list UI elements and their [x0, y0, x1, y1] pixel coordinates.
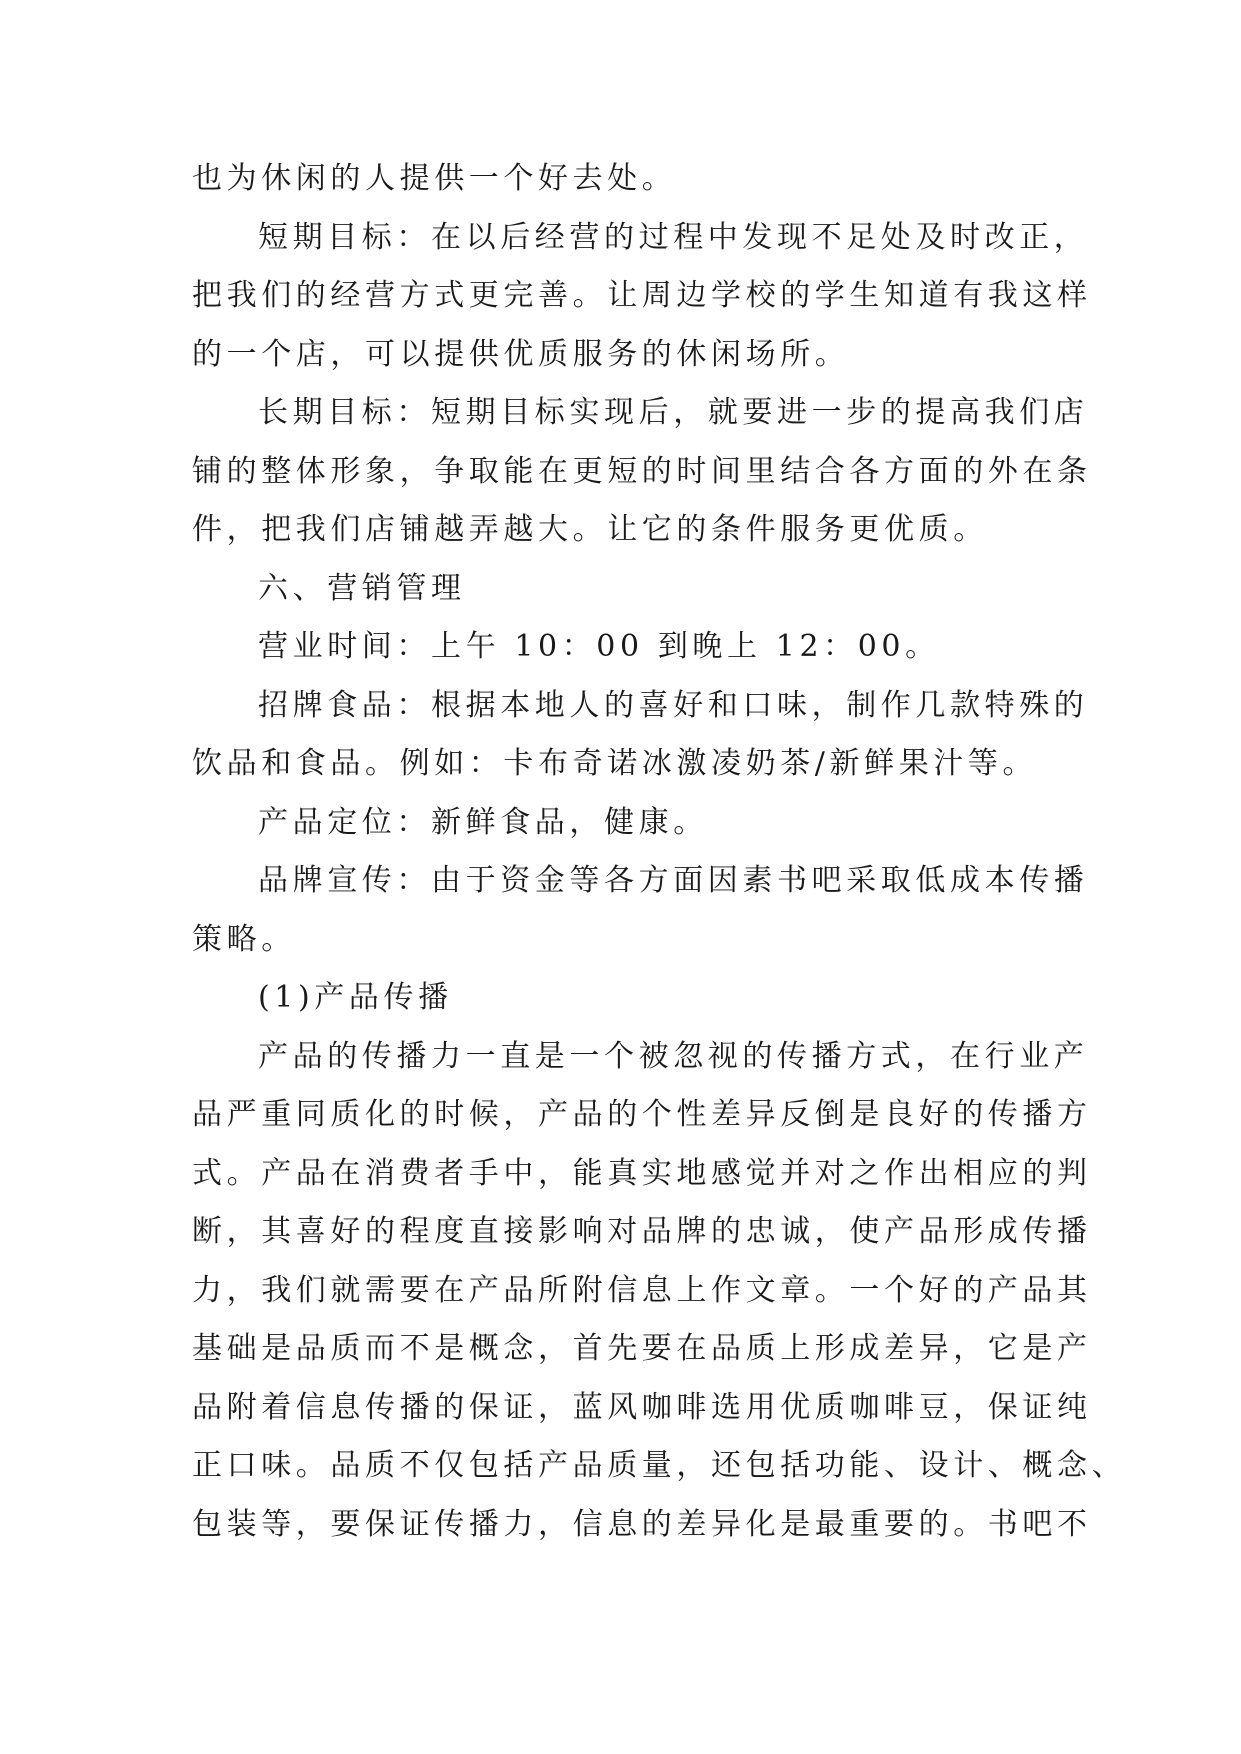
- text-line-19: 断，其喜好的程度直接影响对品牌的忠诚，使产品形成传播: [192, 1214, 1092, 1249]
- text-line-17: 品严重同质化的时候，产品的个性差异反倒是良好的传播方: [192, 1097, 1092, 1132]
- text-line-18: 式。产品在消费者手中，能真实地感觉并对之作出相应的判: [192, 1155, 1092, 1191]
- text-line-5: 长期目标：短期目标实现后，就要进一步的提高我们店: [258, 395, 1089, 430]
- text-line-16: 产品的传播力一直是一个被忽视的传播方式，在行业产: [258, 1038, 1089, 1074]
- text-line-24: 包装等，要保证传播力，信息的差异化是最重要的。书吧不: [192, 1506, 1092, 1542]
- text-line-20: 力，我们就需要在产品所附信息上作文章。一个好的产品其: [192, 1272, 1092, 1308]
- text-line-10: 招牌食品：根据本地人的喜好和口味，制作几款特殊的: [258, 687, 1089, 723]
- section-heading: 六、营销管理: [258, 570, 466, 606]
- document-page: [192, 150, 1127, 1554]
- subsection-heading: (1)产品传播: [258, 980, 453, 1015]
- text-line-3: 把我们的经营方式更完善。让周边学校的学生知道有我这样: [192, 278, 1092, 313]
- text-line-13: 品牌宣传：由于资金等各方面因素书吧采取低成本传播: [258, 863, 1089, 898]
- text-line-22: 品附着信息传播的保证，蓝风咖啡选用优质咖啡豆，保证纯: [192, 1389, 1092, 1425]
- text-line-4: 的一个店，可以提供优质服务的休闲场所。: [192, 336, 850, 372]
- text-line-21: 基础是品质而不是概念，首先要在品质上形成差异，它是产: [192, 1331, 1092, 1366]
- text-line-1: 也为休闲的人提供一个好去处。: [192, 161, 677, 196]
- text-line-12: 产品定位：新鲜食品，健康。: [258, 804, 708, 840]
- text-line-11: 饮品和食品。例如：卡布奇诺冰激凌奶茶/新鲜果汁等。: [192, 746, 1038, 781]
- text-line-7: 件，把我们店铺越弄越大。让它的条件服务更优质。: [192, 512, 988, 547]
- text-line-6: 铺的整体形象，争取能在更短的时间里结合各方面的外在条: [192, 453, 1092, 489]
- text-line-2: 短期目标：在以后经营的过程中发现不足处及时改正，: [258, 219, 1089, 255]
- text-line-14: 策略。: [192, 921, 296, 957]
- text-line-9: 营业时间：上午 10：00 到晚上 12：00。: [258, 629, 940, 664]
- text-line-23: 正口味。品质不仅包括产品质量，还包括功能、设计、概念、: [192, 1448, 1127, 1483]
